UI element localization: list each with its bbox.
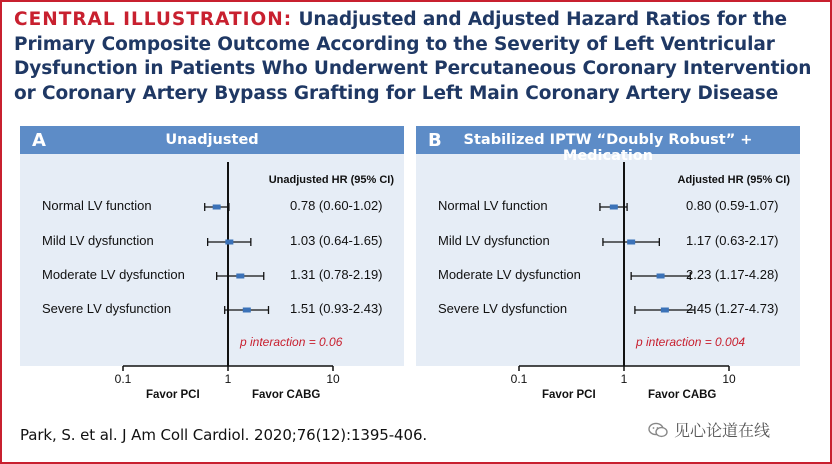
row-label: Moderate LV dysfunction: [438, 267, 581, 282]
p-interaction: p interaction = 0.004: [636, 335, 746, 349]
favor-left-label: Favor PCI: [542, 389, 596, 401]
hr-column-header: Unadjusted HR (95% CI): [268, 174, 394, 186]
x-tick-label: 0.1: [114, 372, 132, 386]
favor-right-label: Favor CABG: [648, 389, 717, 401]
panel-title: Stabilized IPTW “Doubly Robust” + Medication: [463, 132, 753, 164]
row-label: Severe LV dysfunction: [42, 301, 172, 316]
hr-value-label: 2.23 (1.17-4.28): [686, 267, 779, 282]
hr-point: [657, 274, 665, 279]
hr-point: [610, 205, 618, 210]
row-label: Mild LV dysfunction: [42, 233, 154, 248]
citation: Park, S. et al. J Am Coll Cardiol. 2020;76(12):1395-406.: [20, 426, 428, 444]
x-tick-label: 1: [620, 372, 628, 386]
hr-value-label: 0.80 (0.59-1.07): [686, 198, 779, 213]
forest-panel-a: [20, 126, 404, 401]
hr-value-label: 0.78 (0.60-1.02): [290, 198, 383, 213]
watermark-text: 见心论道在线: [674, 423, 771, 440]
hr-value-label: 1.51 (0.93-2.43): [290, 301, 383, 316]
x-tick-label: 0.1: [510, 372, 528, 386]
hr-point: [236, 274, 244, 279]
x-tick-label: 1: [224, 372, 232, 386]
hr-point: [661, 308, 669, 313]
favor-right-label: Favor CABG: [252, 389, 321, 401]
title-text: Unadjusted and Adjusted Hazard Ratios for the Primary Composite Outcome According to the Severity of Left Ventricular Dysfunction in Patients Who Underwent Percutaneous Coronary Intervention or Coronary Artery Bypass Grafting for Left Main Coronary Artery Disease: [14, 9, 812, 104]
row-label: Mild LV dysfunction: [438, 233, 550, 248]
row-label: Severe LV dysfunction: [438, 301, 568, 316]
figure-title: [14, 8, 826, 106]
hr-point: [627, 240, 635, 245]
hr-column-header: Adjusted HR (95% CI): [677, 174, 790, 186]
hr-point: [225, 240, 233, 245]
wechat-icon: [648, 422, 668, 438]
forest-plot: [416, 126, 800, 416]
row-label: Normal LV function: [42, 198, 152, 213]
x-tick-label: 10: [326, 372, 340, 386]
hr-point: [243, 308, 251, 313]
favor-left-label: Favor PCI: [146, 389, 200, 401]
hr-value-label: 1.31 (0.78-2.19): [290, 267, 383, 282]
row-label: Normal LV function: [438, 198, 548, 213]
forest-panel-b: [416, 126, 800, 401]
p-interaction: p interaction = 0.06: [240, 335, 343, 349]
hr-value-label: 1.03 (0.64-1.65): [290, 233, 383, 248]
hr-point: [213, 205, 221, 210]
watermark: [648, 418, 770, 441]
panel-letter: A: [32, 130, 46, 151]
forest-plot: [20, 126, 404, 416]
x-tick-label: 10: [722, 372, 736, 386]
panel-letter: B: [428, 130, 442, 151]
row-label: Moderate LV dysfunction: [42, 267, 185, 282]
hr-value-label: 1.17 (0.63-2.17): [686, 233, 779, 248]
panel-title: Unadjusted: [165, 132, 259, 148]
title-lead: CENTRAL ILLUSTRATION:: [14, 9, 293, 30]
hr-value-label: 2.45 (1.27-4.73): [686, 301, 779, 316]
